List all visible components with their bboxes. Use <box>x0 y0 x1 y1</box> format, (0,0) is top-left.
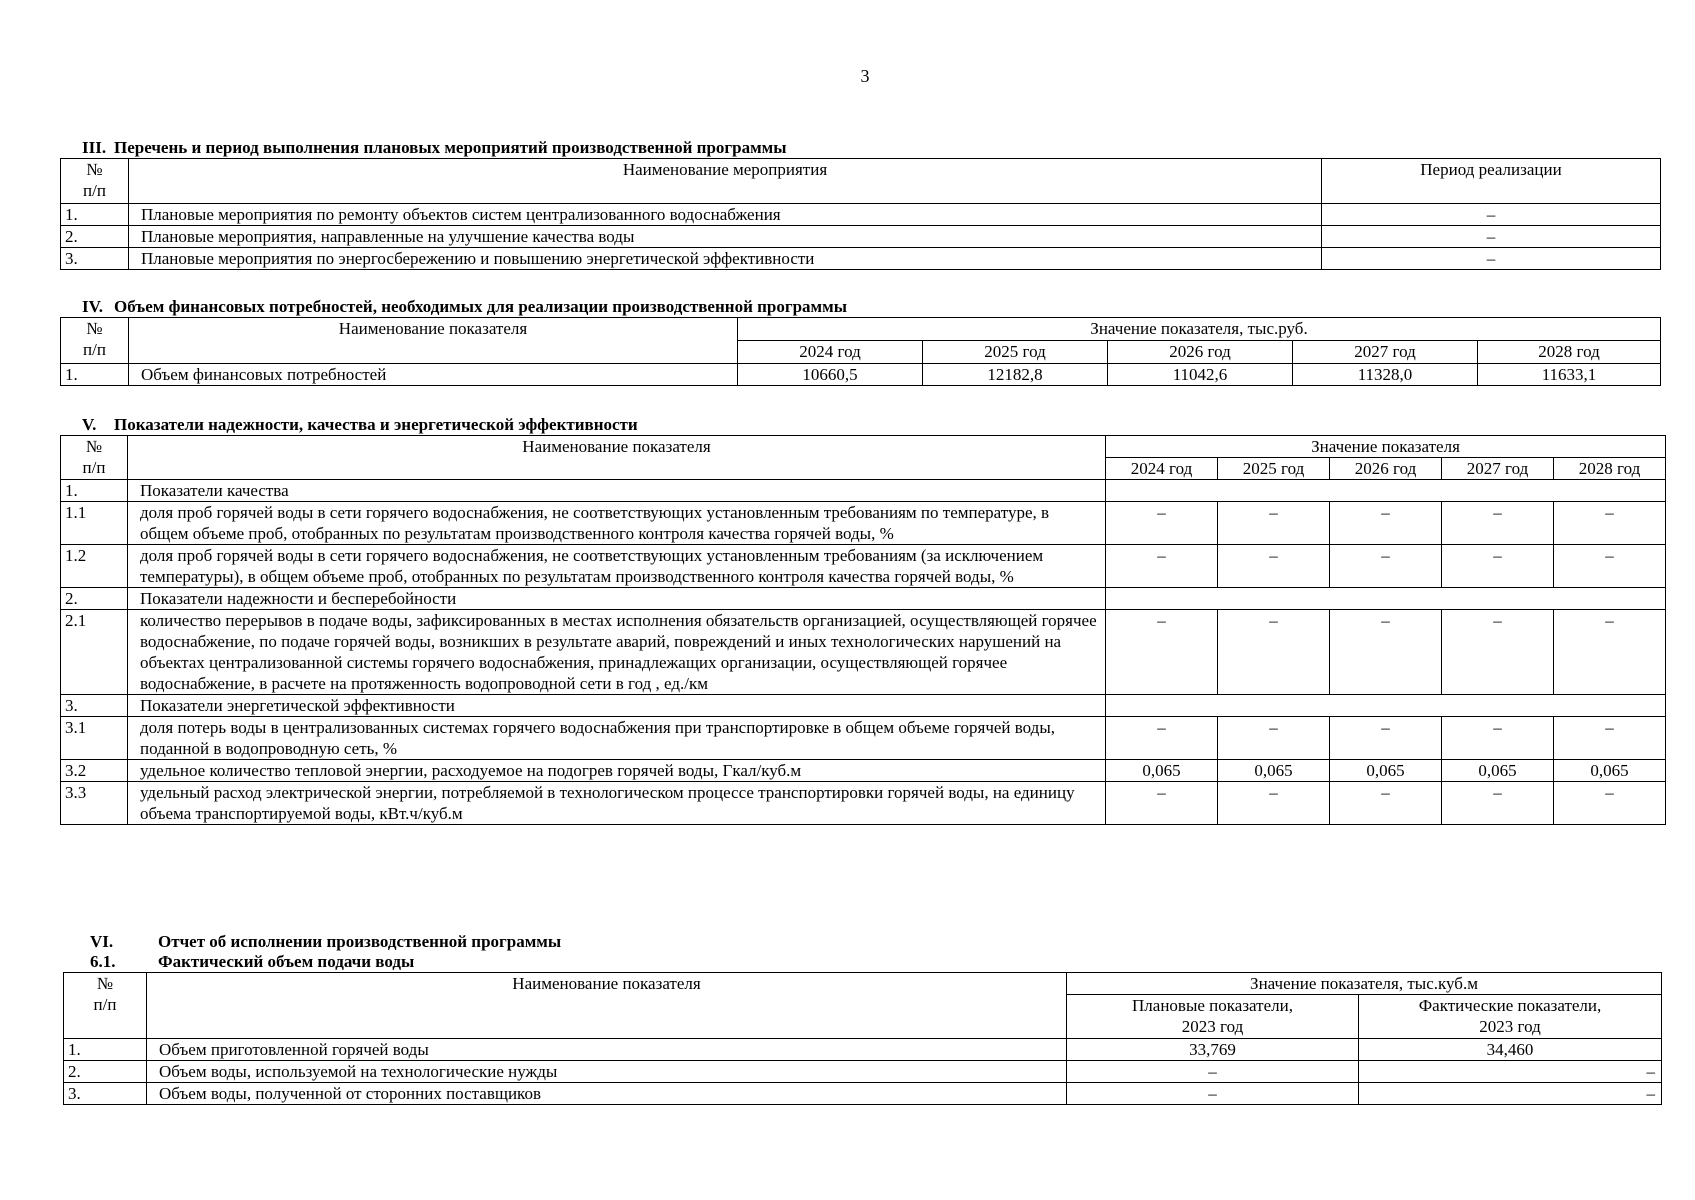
header-name: Наименование показателя <box>147 973 1067 1039</box>
value-cell: – <box>1442 717 1554 760</box>
row-number: 3.3 <box>61 782 128 825</box>
value-cell: 0,065 <box>1554 760 1666 782</box>
section-6-1-title: 6.1. Фактический объем подачи воды <box>90 952 415 971</box>
value-cell: 12182,8 <box>923 364 1108 386</box>
value-cell: – <box>1218 502 1330 545</box>
fact-value: 34,460 <box>1359 1039 1662 1061</box>
value-cell: 0,065 <box>1330 760 1442 782</box>
value-cell: – <box>1106 502 1218 545</box>
row-number: 1.2 <box>61 545 128 588</box>
empty-cell <box>1106 588 1666 610</box>
indicator-name: доля проб горячей воды в сети горячего водоснабжения, не соответствующих установленным требованиям по температуре, в общем объеме проб, отобранных по результатам производственного контроля качества горячей воды, % <box>128 502 1106 545</box>
section-6 <box>60 932 1662 1105</box>
value-cell: 0,065 <box>1218 760 1330 782</box>
row-number: 2. <box>61 588 128 610</box>
row-number: 1. <box>61 364 129 386</box>
header-no: № п/п <box>61 436 128 480</box>
header-period: Период реализации <box>1322 159 1661 204</box>
indicators-table <box>60 435 1666 825</box>
group-row <box>61 588 1666 610</box>
table-row <box>61 364 1661 386</box>
table-row <box>61 248 1661 270</box>
header-no: № п/п <box>61 159 129 204</box>
header-name: Наименование мероприятия <box>129 159 1322 204</box>
row-number: 1. <box>61 204 129 226</box>
table-row <box>64 1039 1662 1061</box>
value-cell: 11328,0 <box>1293 364 1478 386</box>
group-name: Показатели качества <box>128 480 1106 502</box>
indicator-name: удельный расход электрической энергии, потребляемой в технологическом процессе транспортировки горячей воды, на единицу объема транспортируемой воды, кВт.ч/куб.м <box>128 782 1106 825</box>
header-value: Значение показателя, тыс.куб.м <box>1067 973 1662 995</box>
value-cell: – <box>1554 610 1666 695</box>
value-cell: – <box>1330 717 1442 760</box>
row-number: 3.2 <box>61 760 128 782</box>
row-number: 1. <box>61 480 128 502</box>
section-4 <box>60 297 1661 386</box>
indicator-name: удельное количество тепловой энергии, расходуемое на подогрев горячей воды, Гкал/куб.м <box>128 760 1106 782</box>
year-header: 2027 год <box>1293 341 1478 364</box>
value-cell: – <box>1106 717 1218 760</box>
value-cell: 11042,6 <box>1108 364 1293 386</box>
year-header: 2027 год <box>1442 458 1554 480</box>
activity-name: Плановые мероприятия, направленные на улучшение качества воды <box>129 226 1322 248</box>
section-6-title: VI. Отчет об исполнении производственной программы <box>90 932 562 951</box>
value-cell: – <box>1554 502 1666 545</box>
section-5 <box>60 415 1666 825</box>
row-number: 3.1 <box>61 717 128 760</box>
water-supply-table <box>63 972 1662 1105</box>
indicator-name: доля проб горячей воды в сети горячего водоснабжения, не соответствующих установленным требованиям (за исключением температуры), в общем объеме проб, отобранных по результатам производственного контроля качества горячей воды, % <box>128 545 1106 588</box>
table-row <box>61 760 1666 782</box>
header-no: № п/п <box>61 318 129 364</box>
period-value: – <box>1322 226 1661 248</box>
value-cell: – <box>1554 782 1666 825</box>
group-row <box>61 480 1666 502</box>
table-row <box>64 1061 1662 1083</box>
table-row <box>61 545 1666 588</box>
row-number: 3. <box>61 248 129 270</box>
empty-cell <box>1106 480 1666 502</box>
fact-value: – <box>1359 1061 1662 1083</box>
period-value: – <box>1322 204 1661 226</box>
indicator-name: количество перерывов в подаче воды, зафиксированных в местах исполнения обязательств организацией, осуществляющей горячее водоснабжение, по подаче горячей воды, возникших в результате аварий, повреждений и иных технологических нарушений на объектах централизованной системы горячего водоснабжения, принадлежащих организации, осуществляющей горячее водоснабжение, в расчете на протяженность водопроводной сети в год , ед./км <box>128 610 1106 695</box>
plan-value: 33,769 <box>1067 1039 1359 1061</box>
row-number: 3. <box>64 1083 147 1105</box>
table-row <box>61 782 1666 825</box>
value-cell: – <box>1330 545 1442 588</box>
table-row <box>61 226 1661 248</box>
value-cell: 11633,1 <box>1478 364 1661 386</box>
value-cell: – <box>1218 545 1330 588</box>
value-cell: – <box>1554 717 1666 760</box>
year-header: 2028 год <box>1478 341 1661 364</box>
value-cell: – <box>1330 610 1442 695</box>
table-row <box>64 1083 1662 1105</box>
header-name: Наименование показателя <box>128 436 1106 480</box>
page-number: 3 <box>860 66 870 86</box>
plan-value: – <box>1067 1061 1359 1083</box>
value-cell: 0,065 <box>1442 760 1554 782</box>
value-cell: – <box>1330 502 1442 545</box>
value-cell: – <box>1218 610 1330 695</box>
year-header: 2024 год <box>1106 458 1218 480</box>
year-header: 2026 год <box>1108 341 1293 364</box>
table-row <box>61 717 1666 760</box>
header-fact: Фактические показатели, 2023 год <box>1359 995 1662 1039</box>
value-cell: – <box>1218 782 1330 825</box>
fact-value: – <box>1359 1083 1662 1105</box>
section-3-title: III. Перечень и период выполнения плановых мероприятий производственной программы <box>82 138 787 157</box>
year-header: 2025 год <box>923 341 1108 364</box>
header-name: Наименование показателя <box>129 318 738 364</box>
header-plan: Плановые показатели, 2023 год <box>1067 995 1359 1039</box>
section-3 <box>60 138 1661 270</box>
row-number: 1.1 <box>61 502 128 545</box>
value-cell: – <box>1554 545 1666 588</box>
activities-table <box>60 158 1661 270</box>
value-cell: – <box>1442 502 1554 545</box>
header-value: Значение показателя, тыс.руб. <box>738 318 1661 341</box>
row-number: 1. <box>64 1039 147 1061</box>
row-number: 3. <box>61 695 128 717</box>
section-5-title: V. Показатели надежности, качества и энергетической эффективности <box>82 415 638 434</box>
value-cell: – <box>1106 545 1218 588</box>
row-number: 2. <box>61 226 129 248</box>
value-cell: 10660,5 <box>738 364 923 386</box>
year-header: 2025 год <box>1218 458 1330 480</box>
value-cell: – <box>1442 610 1554 695</box>
value-cell: 0,065 <box>1106 760 1218 782</box>
value-cell: – <box>1106 610 1218 695</box>
indicator-name: доля потерь воды в централизованных системах горячего водоснабжения при транспортировке в общем объеме горячей воды, поданной в водопроводную сеть, % <box>128 717 1106 760</box>
empty-cell <box>1106 695 1666 717</box>
indicator-name: Объем воды, полученной от сторонних поставщиков <box>147 1083 1067 1105</box>
financial-needs-table <box>60 317 1661 386</box>
group-name: Показатели энергетической эффективности <box>128 695 1106 717</box>
year-header: 2024 год <box>738 341 923 364</box>
table-row <box>61 502 1666 545</box>
indicator-name: Объем приготовленной горячей воды <box>147 1039 1067 1061</box>
section-4-title: IV. Объем финансовых потребностей, необходимых для реализации производственной программы <box>82 297 847 316</box>
row-number: 2.1 <box>61 610 128 695</box>
table-header-row <box>61 159 1661 204</box>
activity-name: Плановые мероприятия по ремонту объектов систем централизованного водоснабжения <box>129 204 1322 226</box>
plan-value: – <box>1067 1083 1359 1105</box>
value-cell: – <box>1442 545 1554 588</box>
indicator-name: Объем финансовых потребностей <box>129 364 738 386</box>
value-cell: – <box>1330 782 1442 825</box>
value-cell: – <box>1442 782 1554 825</box>
table-row <box>61 204 1661 226</box>
value-cell: – <box>1106 782 1218 825</box>
year-header: 2026 год <box>1330 458 1442 480</box>
row-number: 2. <box>64 1061 147 1083</box>
activity-name: Плановые мероприятия по энергосбережению и повышению энергетической эффективности <box>129 248 1322 270</box>
header-no: № п/п <box>64 973 147 1039</box>
table-row <box>61 610 1666 695</box>
value-cell: – <box>1218 717 1330 760</box>
header-value: Значение показателя <box>1106 436 1666 458</box>
group-name: Показатели надежности и бесперебойности <box>128 588 1106 610</box>
year-header: 2028 год <box>1554 458 1666 480</box>
period-value: – <box>1322 248 1661 270</box>
indicator-name: Объем воды, используемой на технологические нужды <box>147 1061 1067 1083</box>
group-row <box>61 695 1666 717</box>
